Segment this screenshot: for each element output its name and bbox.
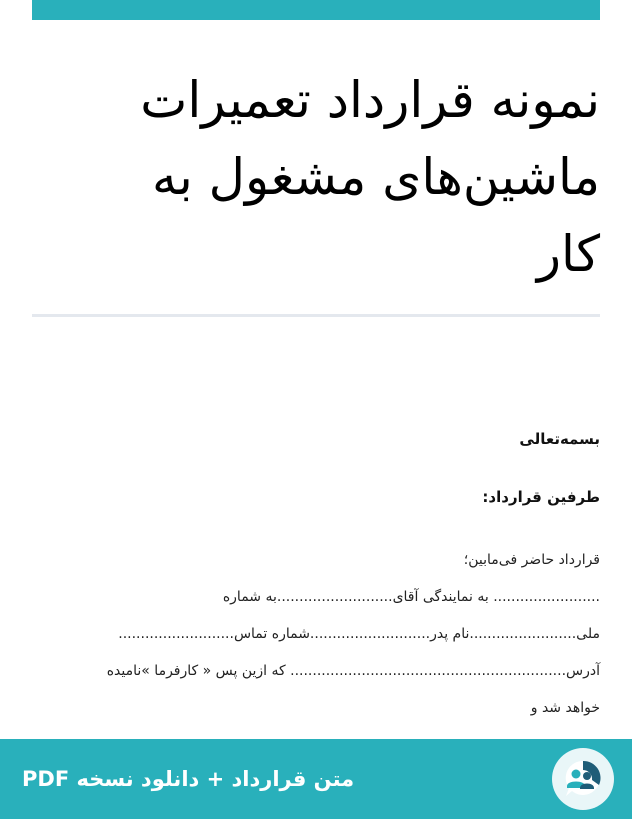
people-chat-logo-icon	[552, 748, 614, 810]
download-banner-text[interactable]: متن قرارداد + دانلود نسخه PDF	[22, 767, 355, 791]
download-banner[interactable]	[0, 739, 632, 819]
top-accent-bar	[32, 0, 600, 20]
contract-line: خواهد شد و	[530, 700, 600, 716]
page-title	[40, 62, 600, 293]
contract-body	[40, 424, 600, 727]
contract-line: ملی........................نام پدر...........................شماره تماس..........................	[118, 626, 600, 642]
contract-line: ........................ به نمایندگی آقای..........................به شماره	[222, 589, 600, 605]
contract-line: آدرس.............................................................. که ازین پس « کارفرما »نامیده	[106, 663, 600, 679]
page-title-line-3: کار	[536, 225, 600, 283]
page-title-line-1: نمونه قرارداد تعمیرات	[140, 71, 600, 129]
title-divider	[32, 314, 600, 317]
heading-parties: طرفین قرارداد:	[482, 488, 600, 506]
heading-basmala: بسمه‌تعالی	[519, 430, 600, 448]
page-title-line-2: ماشین‌های مشغول به	[152, 148, 600, 206]
contract-line: قرارداد حاضر فی‌مابین؛	[463, 552, 600, 568]
